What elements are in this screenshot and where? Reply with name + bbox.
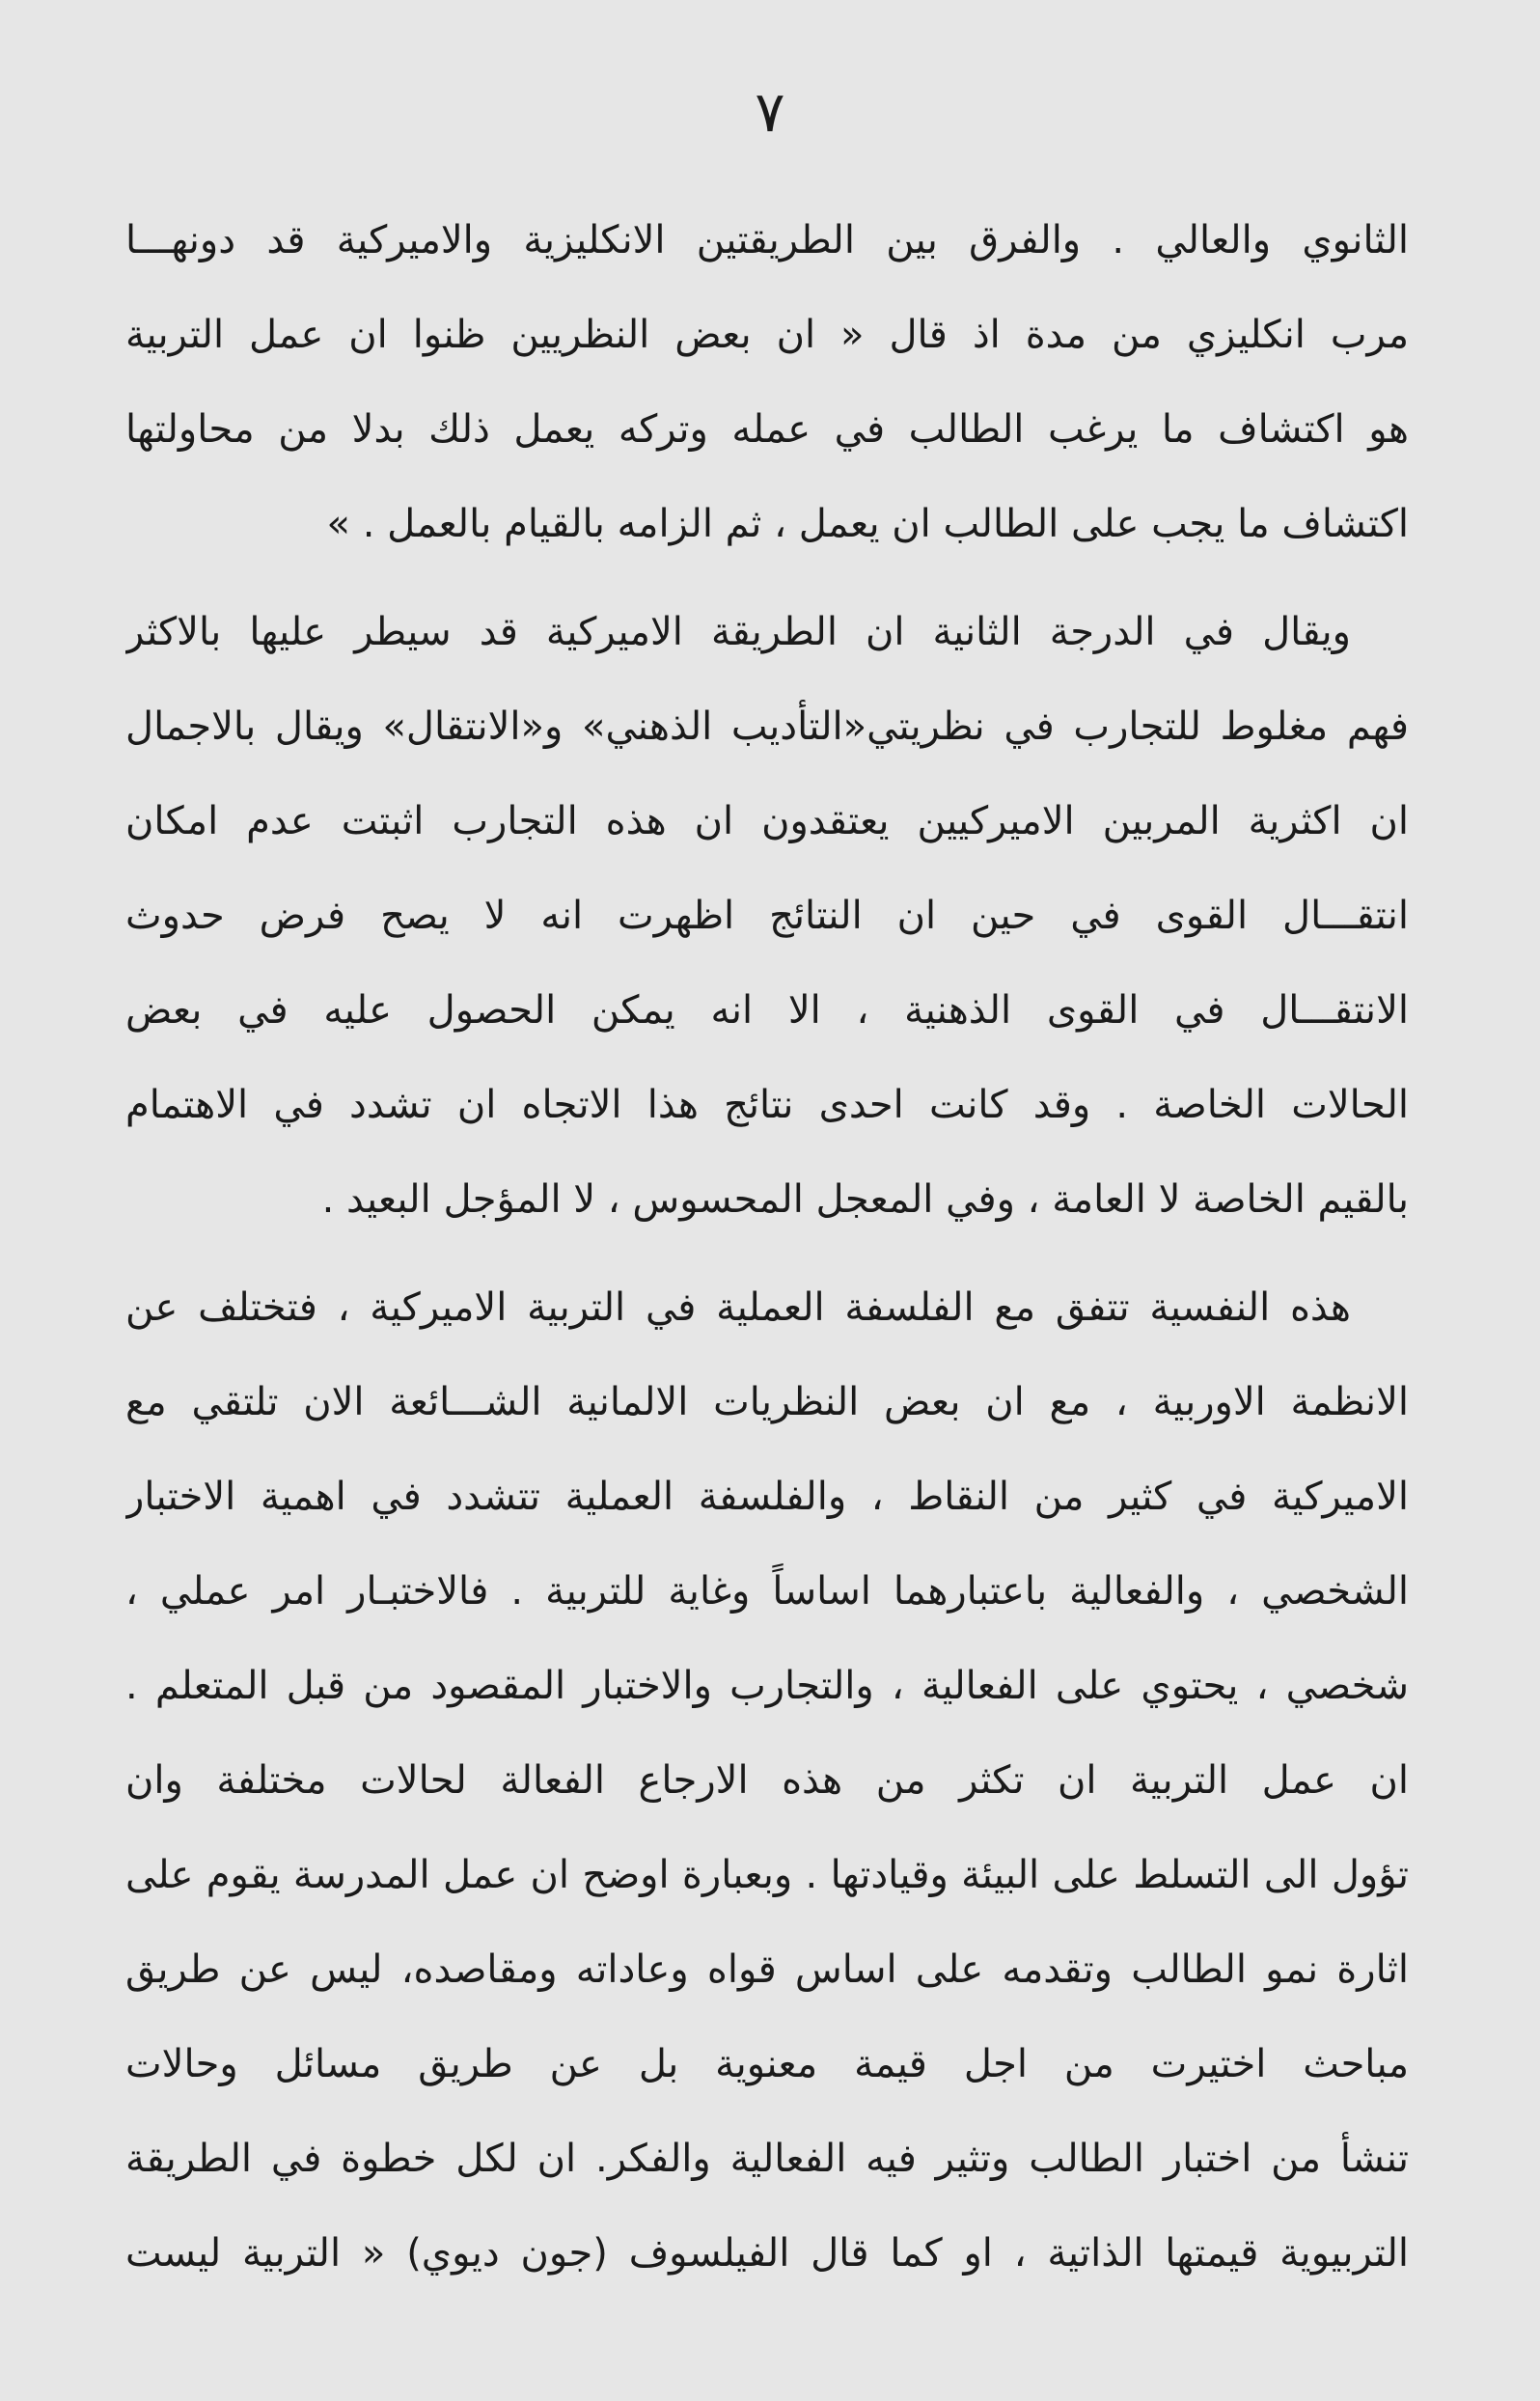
paragraph-3 (125, 1260, 1409, 2301)
text-line: مباحث اختيرت من اجل قيمة معنوية بل عن طريق مسائل وحالات (125, 2042, 1409, 2086)
text-line: مرب انكليزي من مدة اذ قال « ان بعض النظريين ظنوا ان عمل التربية (125, 313, 1409, 357)
text-line: الحالات الخاصة . وقد كانت احدى نتائج هذا الاتجاه ان تشدد في الاهتمام (125, 1083, 1409, 1127)
paragraph-1 (125, 193, 1409, 571)
text-line: بالقيم الخاصة لا العامة ، وفي المعجل المحسوس ، لا المؤجل البعيد . (321, 1177, 1409, 1222)
text-line: ان عمل التربية ان تكثر من هذه الارجاع الفعالة لحالات مختلفة وان (125, 1758, 1409, 1803)
text-line: فهم مغلوط للتجارب في نظريتي«التأديب الذهني» و«الانتقال» ويقال بالاجمال (125, 704, 1409, 749)
text-line: الانظمة الاوربية ، مع ان بعض النظريات الالمانية الشـــائعة الان تلتقي مع (125, 1380, 1409, 1424)
text-line: الثانوي والعالي . والفرق بين الطريقتين الانكليزية والاميركية قد دونهـــا (125, 218, 1409, 262)
text-line: انتقـــال القوى في حين ان النتائج اظهرت انه لا يصح فرض حدوث (125, 894, 1409, 938)
text-line: الشخصي ، والفعالية باعتبارهما اساساً وغاية للتربية . فالاختبـار امر عملي ، (125, 1569, 1409, 1614)
text-line: الانتقـــال في القوى الذهنية ، الا انه يمكن الحصول عليه في بعض (125, 988, 1409, 1033)
text-line: تنشأ من اختبار الطالب وتثير فيه الفعالية والفكر. ان لكل خطوة في الطريقة (125, 2137, 1409, 2181)
text-line: اكتشاف ما يجب على الطالب ان يعمل ، ثم الزامه بالقيام بالعمل . » (326, 502, 1409, 546)
text-line: التربيوية قيمتها الذاتية ، او كما قال الفيلسوف (جون ديوي) « التربية ليست (125, 2231, 1409, 2276)
text-line: اثارة نمو الطالب وتقدمه على اساس قواه وعاداته ومقاصده، ليس عن طريق (125, 1947, 1409, 1992)
text-line: الاميركية في كثير من النقاط ، والفلسفة العملية تتشدد في اهمية الاختبار (125, 1475, 1409, 1519)
text-line: تؤول الى التسلط على البيئة وقيادتها . وبعبارة اوضح ان عمل المدرسة يقوم على (125, 1853, 1409, 1897)
text-line: شخصي ، يحتوي على الفعالية ، والتجارب والاختبار المقصود من قبل المتعلم . (125, 1664, 1409, 1708)
text-line: هو اكتشاف ما يرغب الطالب في عمله وتركه يعمل ذلك بدلا من محاولتها (125, 407, 1409, 452)
text-line: هذه النفسية تتفق مع الفلسفة العملية في التربية الاميركية ، فتختلف عن (125, 1285, 1351, 1330)
paragraph-2 (125, 585, 1409, 1247)
page-number: ٧ (755, 79, 785, 145)
text-line: ان اكثرية المربين الاميركيين يعتقدون ان هذه التجارب اثبتت عدم امكان (125, 799, 1409, 843)
text-line: ويقال في الدرجة الثانية ان الطريقة الاميركية قد سيطر عليها بالاكثر (125, 610, 1351, 654)
